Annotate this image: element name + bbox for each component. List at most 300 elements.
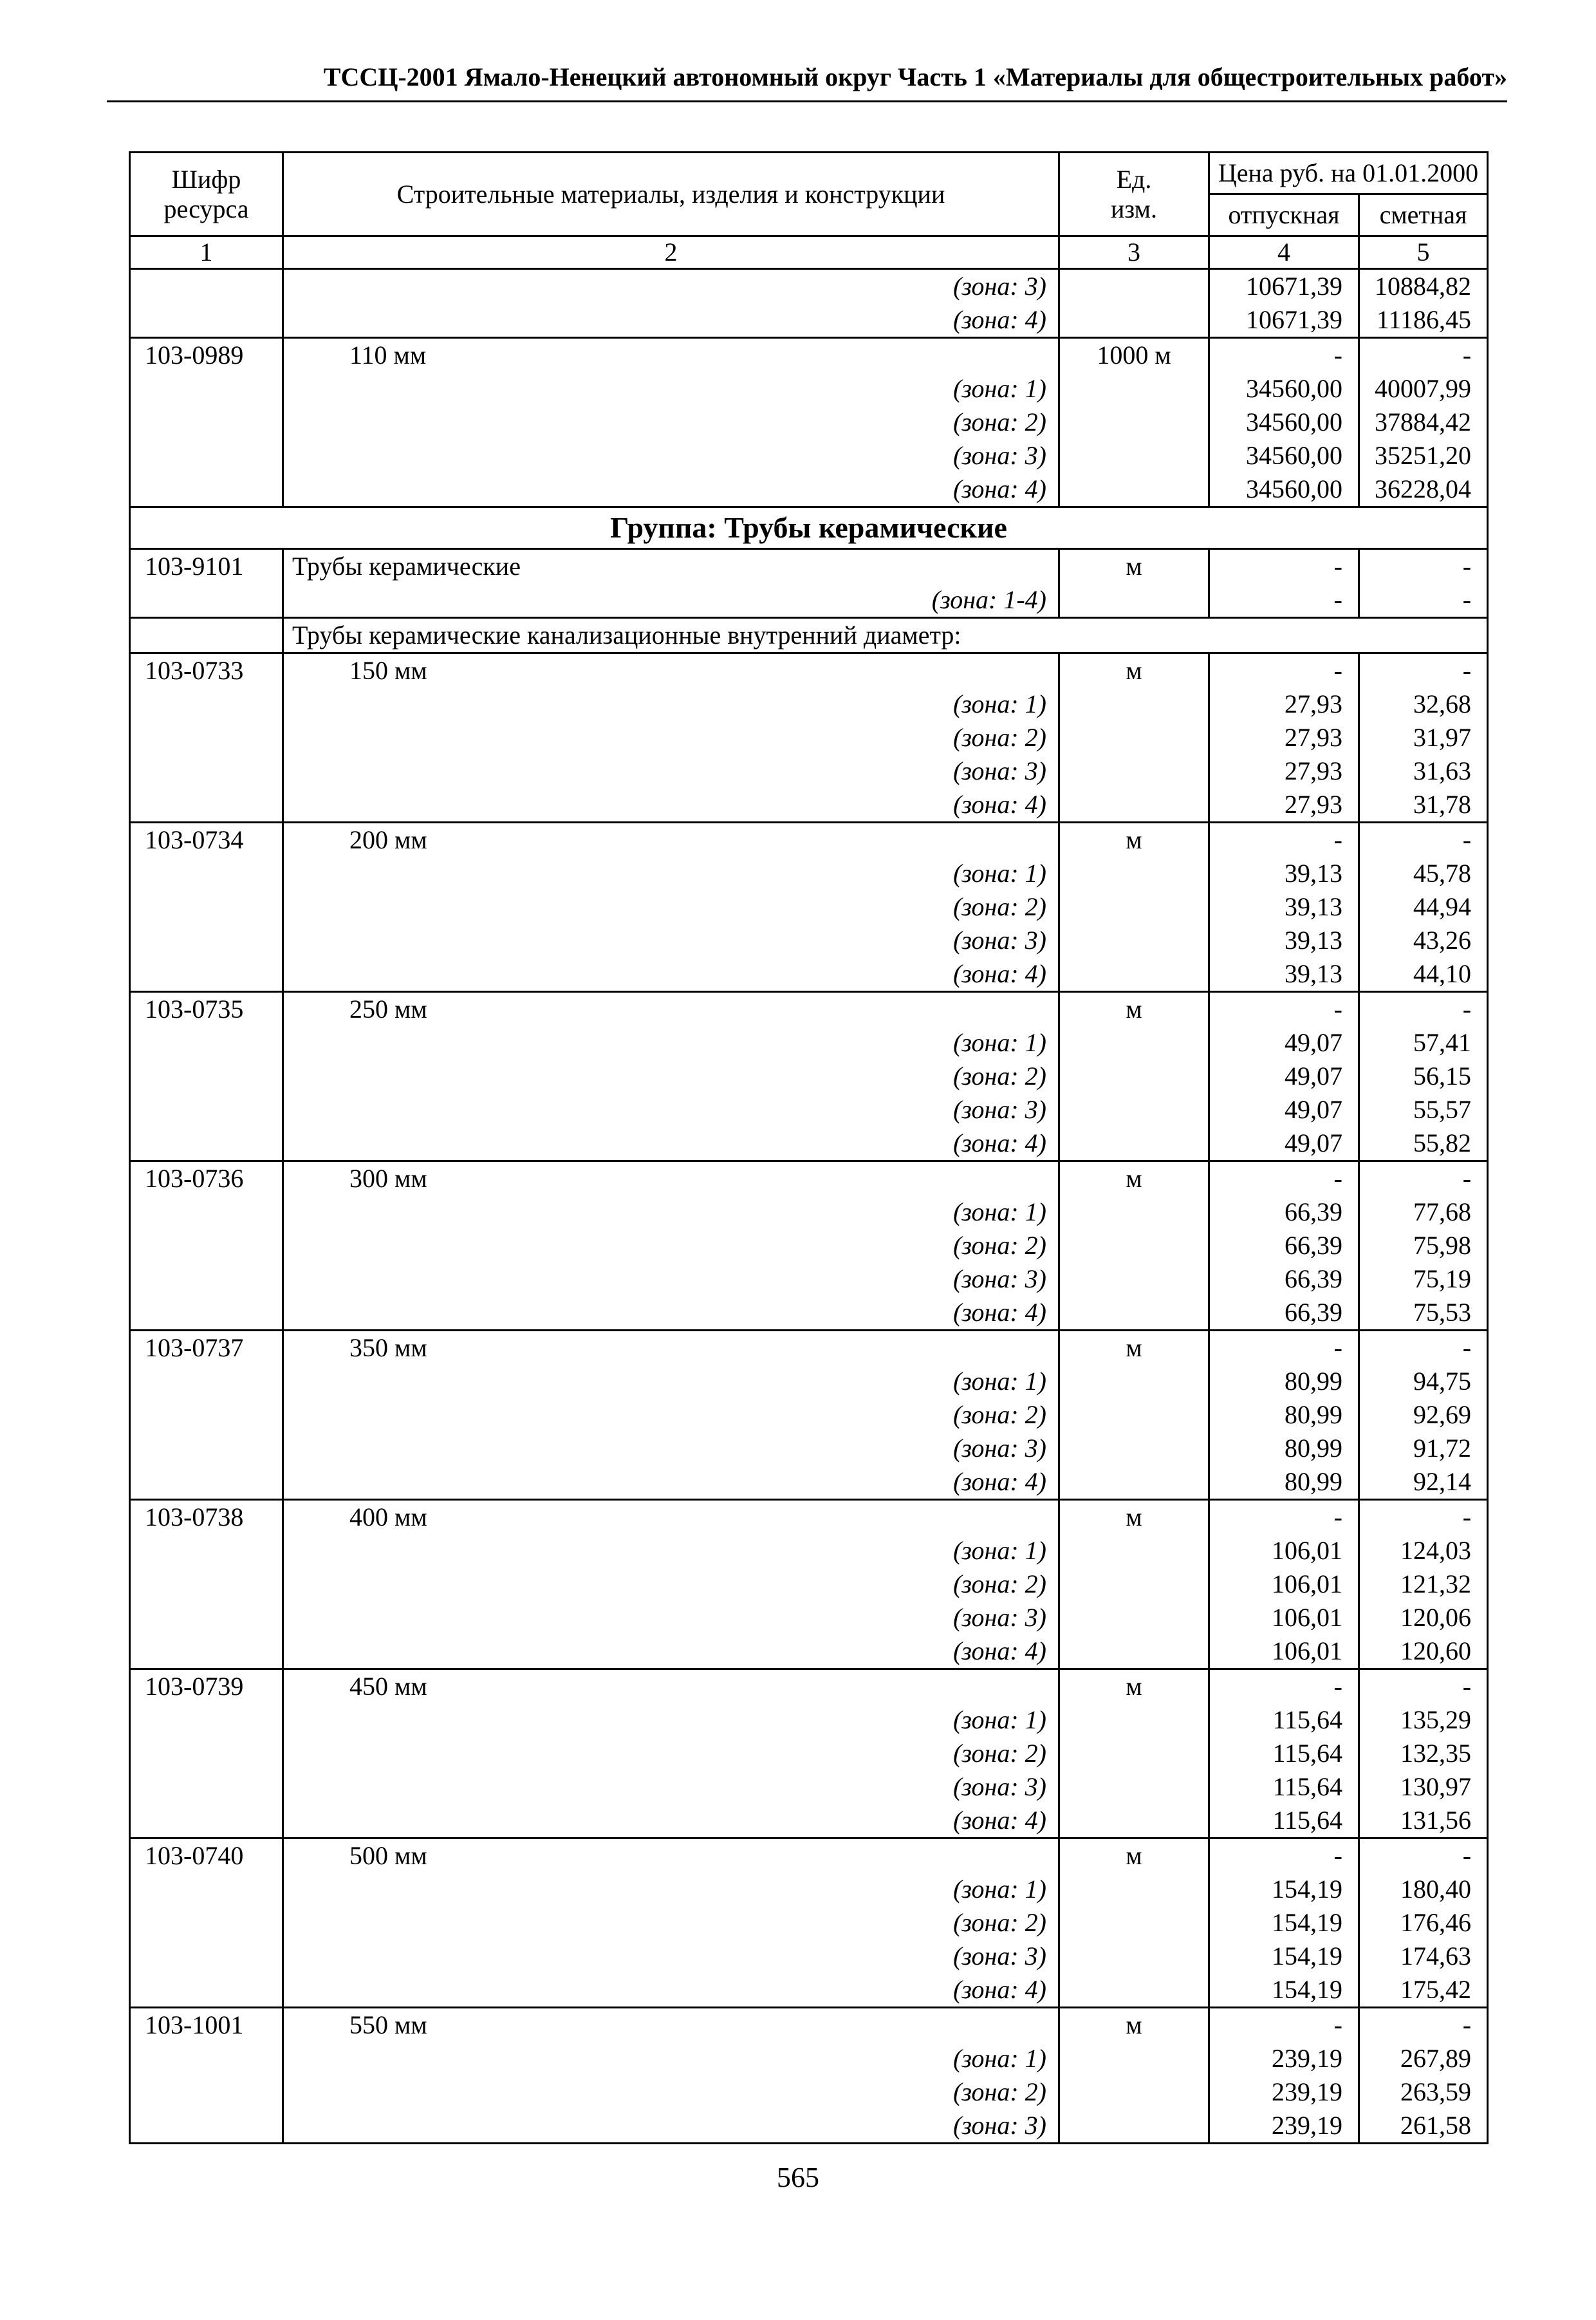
price-estimate-cell: 75,19 <box>1359 1262 1488 1296</box>
item-row <box>130 1669 1488 1704</box>
price-estimate-cell: 35251,20 <box>1359 439 1488 472</box>
unit-cell: 1000 м <box>1059 338 1209 373</box>
price-estimate-cell: 175,42 <box>1359 1973 1488 2008</box>
zone-row <box>130 406 1488 439</box>
resource-code-cell: 103-9101 <box>130 549 283 584</box>
col-header-unit <box>1059 153 1209 236</box>
price-selling-cell: 66,39 <box>1209 1296 1359 1331</box>
price-selling-cell: 39,13 <box>1209 857 1359 890</box>
zone-label-cell: (зона: 1) <box>283 2042 1059 2075</box>
unit-cell <box>1059 924 1209 957</box>
item-row <box>130 992 1488 1027</box>
resource-code-cell <box>130 890 283 924</box>
zone-label-cell: (зона: 4) <box>283 1973 1059 2008</box>
resource-code-cell: 103-0740 <box>130 1838 283 1873</box>
price-selling-cell: 154,19 <box>1209 1906 1359 1940</box>
resource-code-cell <box>130 2109 283 2144</box>
resource-code-cell <box>130 1770 283 1804</box>
resource-code-cell <box>130 1601 283 1634</box>
unit-cell <box>1059 583 1209 618</box>
material-name-cell: 500 мм <box>283 1838 1059 1873</box>
resource-code-cell <box>130 583 283 618</box>
item-row <box>130 1838 1488 1873</box>
price-estimate-cell: 37884,42 <box>1359 406 1488 439</box>
resource-code-cell <box>130 1195 283 1229</box>
zone-row <box>130 1534 1488 1567</box>
zone-label-cell: (зона: 4) <box>283 472 1059 507</box>
zone-label-cell: (зона: 4) <box>283 1804 1059 1838</box>
zone-label-cell: (зона: 3) <box>283 1093 1059 1127</box>
resource-code-cell <box>130 2042 283 2075</box>
zone-row <box>130 890 1488 924</box>
column-number-4: 4 <box>1209 236 1359 269</box>
price-estimate-cell: 10884,82 <box>1359 269 1488 304</box>
zone-label-cell: (зона: 4) <box>283 788 1059 823</box>
unit-cell <box>1059 1634 1209 1669</box>
code-cell <box>130 618 283 653</box>
zone-label-cell: (зона: 2) <box>283 1906 1059 1940</box>
zone-row <box>130 583 1488 618</box>
price-estimate-cell: 45,78 <box>1359 857 1488 890</box>
zone-row <box>130 924 1488 957</box>
price-estimate-cell: 261,58 <box>1359 2109 1488 2144</box>
price-estimate-cell: 31,63 <box>1359 754 1488 788</box>
price-estimate-cell: - <box>1359 823 1488 857</box>
zone-row <box>130 1432 1488 1465</box>
item-row <box>130 1331 1488 1365</box>
resource-code-cell <box>130 303 283 338</box>
zone-row <box>130 1060 1488 1093</box>
price-estimate-cell: 77,68 <box>1359 1195 1488 1229</box>
resource-code-cell <box>130 269 283 304</box>
price-selling-cell: 115,64 <box>1209 1737 1359 1770</box>
price-estimate-cell: 135,29 <box>1359 1703 1488 1737</box>
unit-cell <box>1059 1465 1209 1500</box>
price-selling-cell: 49,07 <box>1209 1093 1359 1127</box>
price-table-body <box>130 269 1488 2144</box>
resource-code-cell <box>130 1432 283 1465</box>
price-estimate-cell: 176,46 <box>1359 1906 1488 1940</box>
price-estimate-cell: - <box>1359 992 1488 1027</box>
price-estimate-cell: 11186,45 <box>1359 303 1488 338</box>
column-number-1: 1 <box>130 236 283 269</box>
zone-label-cell: (зона: 4) <box>283 1465 1059 1500</box>
column-number-3: 3 <box>1059 236 1209 269</box>
unit-cell <box>1059 1195 1209 1229</box>
price-selling-cell: 66,39 <box>1209 1262 1359 1296</box>
unit-cell: м <box>1059 1500 1209 1535</box>
unit-cell <box>1059 890 1209 924</box>
zone-row <box>130 1703 1488 1737</box>
resource-code-cell: 103-0739 <box>130 1669 283 1704</box>
material-name-cell: 200 мм <box>283 823 1059 857</box>
price-selling-cell: 27,93 <box>1209 754 1359 788</box>
material-name-cell: 250 мм <box>283 992 1059 1027</box>
resource-code-cell <box>130 1127 283 1161</box>
resource-code-cell <box>130 1804 283 1838</box>
price-selling-cell: - <box>1209 1331 1359 1365</box>
column-number-5: 5 <box>1359 236 1488 269</box>
zone-label-cell: (зона: 4) <box>283 1634 1059 1669</box>
column-number-row <box>130 236 1488 269</box>
unit-cell: м <box>1059 653 1209 688</box>
zone-label-cell: (зона: 3) <box>283 1262 1059 1296</box>
zone-row <box>130 1804 1488 1838</box>
price-estimate-cell: 124,03 <box>1359 1534 1488 1567</box>
unit-cell <box>1059 688 1209 721</box>
resource-code-cell: 103-0736 <box>130 1161 283 1196</box>
col-header-materials: Строительные материалы, изделия и конструкции <box>283 153 1059 236</box>
zone-label-cell: (зона: 1) <box>283 1534 1059 1567</box>
resource-code-cell <box>130 1229 283 1262</box>
resource-code-cell: 103-0733 <box>130 653 283 688</box>
price-selling-cell: - <box>1209 1669 1359 1704</box>
resource-code-cell <box>130 2075 283 2109</box>
price-selling-cell: 49,07 <box>1209 1060 1359 1093</box>
zone-label-cell: (зона: 1-4) <box>283 583 1059 618</box>
resource-code-cell <box>130 1737 283 1770</box>
price-estimate-cell: 92,14 <box>1359 1465 1488 1500</box>
price-selling-cell: 115,64 <box>1209 1804 1359 1838</box>
zone-row <box>130 1296 1488 1331</box>
price-selling-cell: - <box>1209 1500 1359 1535</box>
col-header-resource-code-line2: ресурса <box>163 194 249 223</box>
unit-cell: м <box>1059 549 1209 584</box>
material-name-cell: 350 мм <box>283 1331 1059 1365</box>
zone-row <box>130 957 1488 992</box>
unit-cell <box>1059 1534 1209 1567</box>
zone-label-cell: (зона: 3) <box>283 924 1059 957</box>
price-estimate-cell: 92,69 <box>1359 1398 1488 1432</box>
zone-label-cell: (зона: 1) <box>283 857 1059 890</box>
item-row <box>130 1500 1488 1535</box>
zone-row <box>130 1973 1488 2008</box>
zone-label-cell: (зона: 3) <box>283 1432 1059 1465</box>
price-selling-cell: 39,13 <box>1209 890 1359 924</box>
price-estimate-cell: 75,98 <box>1359 1229 1488 1262</box>
zone-row <box>130 1873 1488 1906</box>
zone-row <box>130 1365 1488 1398</box>
zone-label-cell: (зона: 3) <box>283 754 1059 788</box>
unit-cell <box>1059 2075 1209 2109</box>
unit-cell <box>1059 857 1209 890</box>
price-selling-cell: 66,39 <box>1209 1229 1359 1262</box>
price-selling-cell: 10671,39 <box>1209 303 1359 338</box>
resource-code-cell <box>130 857 283 890</box>
zone-label-cell: (зона: 2) <box>283 1060 1059 1093</box>
item-row <box>130 653 1488 688</box>
unit-cell <box>1059 1026 1209 1060</box>
resource-code-cell <box>130 721 283 754</box>
price-estimate-cell: 55,57 <box>1359 1093 1488 1127</box>
unit-cell <box>1059 1703 1209 1737</box>
price-selling-cell: 10671,39 <box>1209 269 1359 304</box>
zone-row <box>130 1398 1488 1432</box>
price-selling-cell: - <box>1209 583 1359 618</box>
price-estimate-cell: 120,60 <box>1359 1634 1488 1669</box>
resource-code-cell <box>130 1940 283 1973</box>
price-estimate-cell: 44,10 <box>1359 957 1488 992</box>
price-estimate-cell: - <box>1359 583 1488 618</box>
unit-cell <box>1059 957 1209 992</box>
zone-row <box>130 721 1488 754</box>
price-selling-cell: 27,93 <box>1209 688 1359 721</box>
resource-code-cell <box>130 1262 283 1296</box>
price-selling-cell: - <box>1209 338 1359 373</box>
zone-row <box>130 472 1488 507</box>
price-selling-cell: - <box>1209 1161 1359 1196</box>
price-selling-cell: 80,99 <box>1209 1432 1359 1465</box>
zone-row <box>130 2042 1488 2075</box>
subheader-cell: Трубы керамические канализационные внутренний диаметр: <box>283 618 1488 653</box>
zone-label-cell: (зона: 4) <box>283 1296 1059 1331</box>
col-header-unit-line2: изм. <box>1111 194 1157 223</box>
price-selling-cell: 39,13 <box>1209 957 1359 992</box>
unit-cell <box>1059 1262 1209 1296</box>
resource-code-cell: 103-0735 <box>130 992 283 1027</box>
price-selling-cell: - <box>1209 1838 1359 1873</box>
resource-code-cell <box>130 439 283 472</box>
zone-label-cell: (зона: 4) <box>283 1127 1059 1161</box>
price-estimate-cell: 32,68 <box>1359 688 1488 721</box>
item-row <box>130 2008 1488 2043</box>
resource-code-cell <box>130 1398 283 1432</box>
zone-label-cell: (зона: 1) <box>283 1026 1059 1060</box>
resource-code-cell <box>130 1093 283 1127</box>
col-header-unit-line1: Ед. <box>1116 164 1152 194</box>
resource-code-cell: 103-0738 <box>130 1500 283 1535</box>
price-selling-cell: 106,01 <box>1209 1634 1359 1669</box>
zone-row <box>130 1770 1488 1804</box>
resource-code-cell <box>130 1703 283 1737</box>
col-header-price-estimate: сметная <box>1359 194 1488 236</box>
zone-row <box>130 1229 1488 1262</box>
unit-cell <box>1059 1804 1209 1838</box>
resource-code-cell <box>130 1634 283 1669</box>
unit-cell: м <box>1059 992 1209 1027</box>
price-selling-cell: 27,93 <box>1209 721 1359 754</box>
price-estimate-cell: - <box>1359 1838 1488 1873</box>
unit-cell <box>1059 1229 1209 1262</box>
material-name-cell: 400 мм <box>283 1500 1059 1535</box>
col-header-price-group: Цена руб. на 01.01.2000 <box>1209 153 1488 194</box>
unit-cell <box>1059 1873 1209 1906</box>
price-selling-cell: 34560,00 <box>1209 406 1359 439</box>
price-estimate-cell: 120,06 <box>1359 1601 1488 1634</box>
zone-row <box>130 1026 1488 1060</box>
unit-cell <box>1059 788 1209 823</box>
price-estimate-cell: - <box>1359 1500 1488 1535</box>
item-row <box>130 1161 1488 1196</box>
price-estimate-cell: 267,89 <box>1359 2042 1488 2075</box>
zone-row <box>130 1093 1488 1127</box>
price-estimate-cell: 55,82 <box>1359 1127 1488 1161</box>
unit-cell <box>1059 1567 1209 1601</box>
zone-label-cell: (зона: 3) <box>283 2109 1059 2144</box>
zone-row <box>130 688 1488 721</box>
zone-label-cell: (зона: 4) <box>283 303 1059 338</box>
zone-label-cell: (зона: 1) <box>283 372 1059 406</box>
item-row <box>130 549 1488 584</box>
resource-code-cell <box>130 957 283 992</box>
price-estimate-cell: - <box>1359 1669 1488 1704</box>
price-selling-cell: - <box>1209 992 1359 1027</box>
price-estimate-cell: 180,40 <box>1359 1873 1488 1906</box>
material-name-cell: Трубы керамические <box>283 549 1059 584</box>
zone-row <box>130 1465 1488 1500</box>
resource-code-cell: 103-0734 <box>130 823 283 857</box>
resource-code-cell <box>130 1296 283 1331</box>
zone-row <box>130 1634 1488 1669</box>
zone-row <box>130 1906 1488 1940</box>
price-estimate-cell: 121,32 <box>1359 1567 1488 1601</box>
unit-cell <box>1059 1296 1209 1331</box>
zone-row <box>130 303 1488 338</box>
price-selling-cell: 34560,00 <box>1209 439 1359 472</box>
price-estimate-cell: 174,63 <box>1359 1940 1488 1973</box>
zone-row <box>130 1262 1488 1296</box>
price-estimate-cell: 44,94 <box>1359 890 1488 924</box>
resource-code-cell <box>130 754 283 788</box>
zone-row <box>130 788 1488 823</box>
running-head: ТССЦ-2001 Ямало-Ненецкий автономный округ Часть 1 «Материалы для общестроительных работ» <box>107 62 1507 102</box>
material-name-cell: 110 мм <box>283 338 1059 373</box>
price-estimate-cell: - <box>1359 549 1488 584</box>
price-estimate-cell: 263,59 <box>1359 2075 1488 2109</box>
price-table-wrap <box>129 151 1596 2144</box>
price-selling-cell: 239,19 <box>1209 2042 1359 2075</box>
price-estimate-cell: 131,56 <box>1359 1804 1488 1838</box>
price-selling-cell: - <box>1209 823 1359 857</box>
resource-code-cell <box>130 472 283 507</box>
price-estimate-cell: 94,75 <box>1359 1365 1488 1398</box>
zone-row <box>130 1737 1488 1770</box>
zone-row <box>130 2109 1488 2144</box>
material-name-cell: 150 мм <box>283 653 1059 688</box>
item-row <box>130 823 1488 857</box>
zone-row <box>130 269 1488 304</box>
material-name-cell: 300 мм <box>283 1161 1059 1196</box>
zone-row <box>130 1127 1488 1161</box>
price-selling-cell: 106,01 <box>1209 1534 1359 1567</box>
price-estimate-cell: - <box>1359 653 1488 688</box>
zone-label-cell: (зона: 3) <box>283 1770 1059 1804</box>
unit-cell <box>1059 1737 1209 1770</box>
zone-label-cell: (зона: 3) <box>283 439 1059 472</box>
zone-row <box>130 439 1488 472</box>
price-selling-cell: - <box>1209 2008 1359 2043</box>
price-selling-cell: 154,19 <box>1209 1973 1359 2008</box>
price-table <box>129 151 1489 2144</box>
unit-cell <box>1059 1398 1209 1432</box>
zone-label-cell: (зона: 1) <box>283 1365 1059 1398</box>
price-estimate-cell: - <box>1359 1331 1488 1365</box>
unit-cell <box>1059 2042 1209 2075</box>
price-selling-cell: 49,07 <box>1209 1127 1359 1161</box>
group-row <box>130 507 1488 549</box>
price-selling-cell: 39,13 <box>1209 924 1359 957</box>
zone-label-cell: (зона: 1) <box>283 1195 1059 1229</box>
col-header-resource-code <box>130 153 283 236</box>
unit-cell <box>1059 754 1209 788</box>
price-selling-cell: 80,99 <box>1209 1398 1359 1432</box>
price-selling-cell: 115,64 <box>1209 1703 1359 1737</box>
price-selling-cell: - <box>1209 653 1359 688</box>
zone-row <box>130 1567 1488 1601</box>
resource-code-cell <box>130 1973 283 2008</box>
unit-cell <box>1059 303 1209 338</box>
zone-label-cell: (зона: 2) <box>283 721 1059 754</box>
material-name-cell: 450 мм <box>283 1669 1059 1704</box>
price-selling-cell: 106,01 <box>1209 1601 1359 1634</box>
price-estimate-cell: 75,53 <box>1359 1296 1488 1331</box>
page-number: 565 <box>777 2162 819 2193</box>
resource-code-cell <box>130 788 283 823</box>
price-selling-cell: 115,64 <box>1209 1770 1359 1804</box>
resource-code-cell <box>130 1060 283 1093</box>
unit-cell: м <box>1059 823 1209 857</box>
unit-cell <box>1059 721 1209 754</box>
zone-row <box>130 754 1488 788</box>
price-selling-cell: 27,93 <box>1209 788 1359 823</box>
unit-cell <box>1059 1906 1209 1940</box>
zone-label-cell: (зона: 2) <box>283 406 1059 439</box>
price-table-head <box>130 153 1488 269</box>
price-estimate-cell: 36228,04 <box>1359 472 1488 507</box>
unit-cell <box>1059 1060 1209 1093</box>
zone-label-cell: (зона: 2) <box>283 2075 1059 2109</box>
zone-row <box>130 2075 1488 2109</box>
price-selling-cell: 34560,00 <box>1209 372 1359 406</box>
unit-cell <box>1059 269 1209 304</box>
item-row <box>130 338 1488 373</box>
zone-row <box>130 372 1488 406</box>
unit-cell <box>1059 439 1209 472</box>
price-estimate-cell: - <box>1359 338 1488 373</box>
col-header-resource-code-line1: Шифр <box>171 164 241 194</box>
zone-label-cell: (зона: 2) <box>283 1398 1059 1432</box>
zone-label-cell: (зона: 3) <box>283 1601 1059 1634</box>
price-estimate-cell: 31,78 <box>1359 788 1488 823</box>
resource-code-cell: 103-0989 <box>130 338 283 373</box>
zone-label-cell: (зона: 1) <box>283 1873 1059 1906</box>
unit-cell: м <box>1059 1161 1209 1196</box>
zone-row <box>130 1195 1488 1229</box>
resource-code-cell <box>130 1567 283 1601</box>
unit-cell: м <box>1059 2008 1209 2043</box>
price-estimate-cell: 91,72 <box>1359 1432 1488 1465</box>
zone-label-cell: (зона: 2) <box>283 1567 1059 1601</box>
resource-code-cell <box>130 1906 283 1940</box>
zone-row <box>130 1940 1488 1973</box>
unit-cell: м <box>1059 1669 1209 1704</box>
unit-cell <box>1059 1601 1209 1634</box>
unit-cell <box>1059 1093 1209 1127</box>
unit-cell: м <box>1059 1331 1209 1365</box>
material-name-cell: 550 мм <box>283 2008 1059 2043</box>
unit-cell: м <box>1059 1838 1209 1873</box>
zone-label-cell: (зона: 2) <box>283 1737 1059 1770</box>
resource-code-cell: 103-0737 <box>130 1331 283 1365</box>
price-estimate-cell: 43,26 <box>1359 924 1488 957</box>
price-estimate-cell: 132,35 <box>1359 1737 1488 1770</box>
resource-code-cell <box>130 406 283 439</box>
unit-cell <box>1059 1940 1209 1973</box>
price-selling-cell: 80,99 <box>1209 1465 1359 1500</box>
zone-label-cell: (зона: 3) <box>283 269 1059 304</box>
price-estimate-cell: - <box>1359 2008 1488 2043</box>
price-estimate-cell: 56,15 <box>1359 1060 1488 1093</box>
